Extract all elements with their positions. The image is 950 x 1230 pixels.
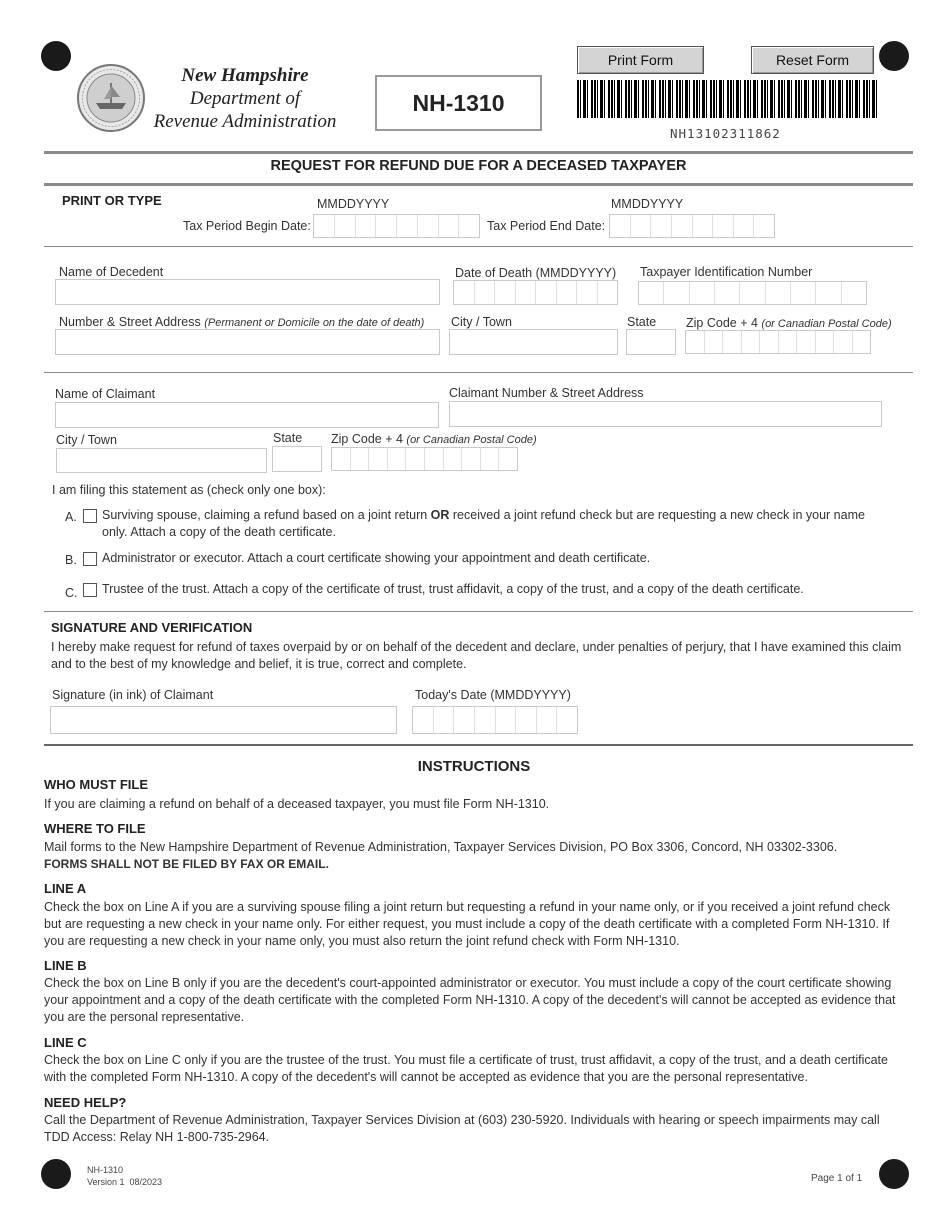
option-a-text-or: OR	[430, 508, 450, 522]
where-to-file-warning: FORMS SHALL NOT BE FILED BY FAX OR EMAIL.	[44, 857, 329, 871]
end-date-format: MMDDYYYY	[611, 197, 684, 211]
option-c-checkbox[interactable]	[83, 583, 97, 597]
agency-line-3: Revenue Administration	[153, 111, 337, 132]
option-a-text-2: received a joint refund check but are requesting a new check in your name only. Attach a copy of the death certificate.	[102, 508, 865, 539]
claimant-city-input[interactable]	[56, 448, 267, 473]
option-a-checkbox[interactable]	[83, 509, 97, 523]
where-to-file-text	[44, 839, 904, 873]
barcode	[577, 80, 879, 118]
option-c-text: Trustee of the trust. Attach a copy of the certificate of trust, trust affidavit, a copy of the trust, and a copy of the death certificate.	[102, 582, 804, 596]
decedent-address-label-text: Number & Street Address	[59, 315, 201, 329]
decedent-zip-label	[686, 316, 892, 330]
divider	[44, 246, 913, 247]
decedent-name-label: Name of Decedent	[59, 265, 164, 279]
todays-date-label: Today's Date (MMDDYYYY)	[415, 688, 571, 702]
who-must-file-text: If you are claiming a refund on behalf of a deceased taxpayer, you must file Form NH-1310.	[44, 797, 550, 811]
decedent-address-input[interactable]	[55, 329, 440, 355]
option-a-letter: A.	[65, 510, 77, 524]
line-a-text: Check the box on Line A if you are a surviving spouse filing a joint return but requesting a refund in your name only, or if you received a joint refund check but are requesting a new check in your name only. For either request, you must include a copy of the death certificate with a completed Form NH-1310. If you are requesting a new check in your name only, you must also return the joint refund check with Form NH-1310.	[44, 900, 891, 948]
registration-mark	[879, 1159, 909, 1189]
registration-mark	[41, 41, 71, 71]
print-or-type-label: PRINT OR TYPE	[62, 193, 162, 208]
option-b-checkbox[interactable]	[83, 552, 97, 566]
claimant-city-label: City / Town	[56, 433, 117, 447]
signature-label: Signature (in ink) of Claimant	[52, 688, 214, 702]
agency-line-1: New Hampshire	[181, 65, 309, 86]
where-to-file-body: Mail forms to the New Hampshire Department of Revenue Administration, Taxpayer Services Division, PO Box 3306, Concord, NH 03302-3306.	[44, 840, 838, 854]
date-of-death-input[interactable]	[453, 280, 618, 305]
option-b-letter: B.	[65, 553, 77, 567]
registration-mark	[879, 41, 909, 71]
divider	[44, 183, 913, 186]
claimant-name-label: Name of Claimant	[55, 387, 156, 401]
decedent-name-input[interactable]	[55, 279, 440, 305]
line-b-heading: LINE B	[44, 958, 87, 973]
claimant-zip-label-text: Zip Code + 4	[331, 432, 403, 446]
footer-version: Version 1 08/2023	[87, 1177, 163, 1187]
option-b-text: Administrator or executor. Attach a court certificate showing your appointment and death certificate.	[102, 551, 651, 565]
agency-line-2: Department of	[189, 88, 301, 109]
filing-intro: I am filing this statement as (check only one box):	[52, 483, 326, 497]
decedent-city-input[interactable]	[449, 329, 618, 355]
begin-date-format: MMDDYYYY	[317, 197, 390, 211]
decedent-address-label	[59, 315, 424, 329]
who-must-file-heading: WHO MUST FILE	[44, 777, 148, 792]
claimant-zip-label	[331, 432, 537, 446]
need-help-heading: NEED HELP?	[44, 1095, 127, 1110]
divider	[44, 744, 913, 746]
where-to-file-heading: WHERE TO FILE	[44, 821, 146, 836]
declaration-text: I hereby make request for refund of taxes overpaid by or on behalf of the decedent and declare, under penalties of perjury, that I have examined this claim and to the best of my knowledge and belief, it is true, correct and complete.	[51, 640, 902, 671]
divider	[44, 151, 913, 154]
form-number: NH-1310	[412, 89, 505, 116]
tin-input[interactable]	[638, 281, 867, 305]
divider	[44, 372, 913, 373]
decedent-state-label: State	[627, 315, 657, 329]
line-c-text: Check the box on Line C only if you are the trustee of the trust. You must file a certificate of trust, trust affidavit, a copy of the trust, and a death certificate with the completed Form NH-1310. A copy of the decedent's will cannot be accepted as evidence that you are the personal representative.	[44, 1053, 888, 1084]
decedent-state-input[interactable]	[626, 329, 676, 355]
claimant-state-label: State	[273, 431, 303, 445]
line-a-heading: LINE A	[44, 881, 87, 896]
claimant-name-input[interactable]	[55, 402, 439, 428]
registration-mark	[41, 1159, 71, 1189]
agency-name	[135, 65, 355, 133]
need-help-text: Call the Department of Revenue Administration, Taxpayer Services Division at (603) 230-5920. Individuals with hearing or speech impairments may call TDD Access: Relay NH 1-800-735-2964.	[44, 1113, 880, 1144]
instructions-heading: INSTRUCTIONS	[417, 758, 531, 775]
claimant-state-input[interactable]	[272, 446, 322, 472]
signature-heading: SIGNATURE AND VERIFICATION	[51, 620, 253, 635]
tax-period-begin-date-input[interactable]	[313, 214, 480, 238]
divider	[44, 611, 913, 612]
line-c-heading: LINE C	[44, 1035, 87, 1050]
begin-date-label: Tax Period Begin Date:	[183, 219, 311, 233]
line-b-text: Check the box on Line B only if you are the decedent's court-appointed administrator or executor. You must include a copy of the court certificate showing your appointment and a copy of the death certificate with the completed Form NH-1310. A copy of the decedent's will cannot be accepted as evidence that you are the personal representative.	[44, 976, 896, 1024]
signature-input[interactable]	[50, 706, 397, 734]
tax-period-end-date-input[interactable]	[609, 214, 775, 238]
decedent-zip-note: (or Canadian Postal Code)	[761, 318, 892, 330]
decedent-address-note: (Permanent or Domicile on the date of death)	[204, 317, 425, 329]
footer-form-id: NH-1310	[87, 1165, 124, 1175]
form-number-box	[375, 75, 542, 131]
decedent-city-label: City / Town	[451, 315, 512, 329]
option-a-text-1: Surviving spouse, claiming a refund based on a joint return	[102, 508, 431, 522]
option-c-letter: C.	[65, 586, 78, 600]
option-a-text	[102, 507, 892, 541]
print-form-button[interactable]: Print Form	[577, 46, 704, 74]
decedent-zip-input[interactable]	[685, 330, 871, 354]
barcode-number: NH13102311862	[670, 126, 781, 141]
reset-form-button[interactable]: Reset Form	[751, 46, 874, 74]
decedent-zip-label-text: Zip Code + 4	[686, 316, 758, 330]
claimant-address-label: Claimant Number & Street Address	[449, 386, 644, 400]
claimant-zip-note: (or Canadian Postal Code)	[406, 434, 537, 446]
end-date-label: Tax Period End Date:	[487, 219, 606, 233]
claimant-zip-input[interactable]	[331, 447, 518, 471]
todays-date-input[interactable]	[412, 706, 578, 734]
date-of-death-label: Date of Death (MMDDYYYY)	[455, 266, 617, 280]
form-title: REQUEST FOR REFUND DUE FOR A DECEASED TAXPAYER	[270, 158, 687, 174]
tin-label: Taxpayer Identification Number	[640, 265, 813, 279]
footer-page-number: Page 1 of 1	[811, 1173, 863, 1184]
claimant-address-input[interactable]	[449, 401, 882, 427]
